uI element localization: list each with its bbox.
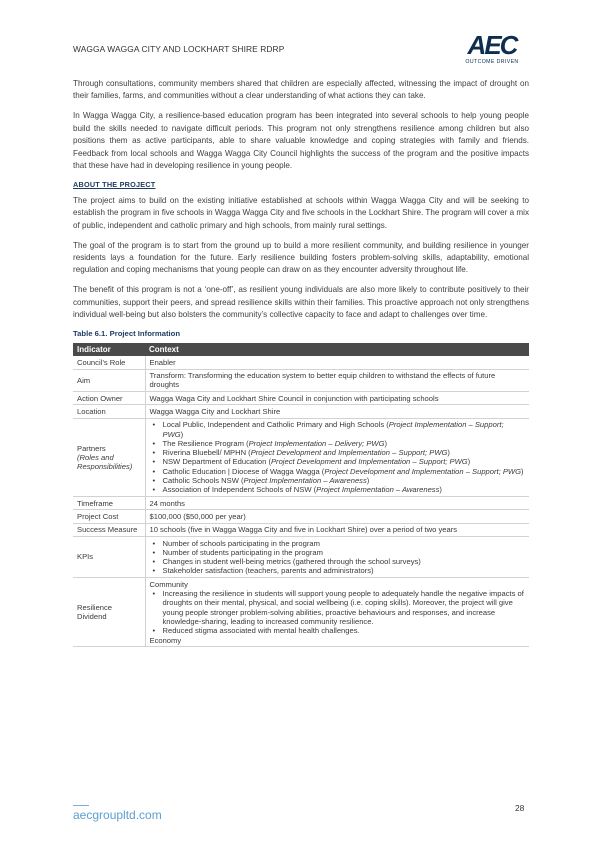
table-caption: Table 6.1. Project Information [73,329,181,338]
footer-website-link[interactable]: aecgroupltd.com [73,808,162,822]
table-row [73,405,529,418]
partners-list [150,420,526,494]
list-item: • Reduced stigma associated with mental health challenges. [150,626,526,635]
indicator-cell: Location [73,405,145,418]
logo-tagline: OUTCOME DRIVEN [465,59,519,65]
column-header-context: Context [145,343,529,356]
context-cell [145,578,529,647]
context-cell [145,537,529,578]
project-paragraph: The benefit of this program is not a ‘one-off’, as resilient young individuals are also more likely to contribute positively to their communities, support their peers, and spread resilience skills within their families. This proactive approach not only strengthens individual well-being but also bolsters the community’s collective capacity to face and adapt to challenges over time. [73,285,529,320]
partners-label-sub: (Roles and Responsibilities) [77,452,133,472]
list-item: • Changes in student well-being metrics (gathered through the school surveys) [150,557,526,566]
intro-paragraph: In Wagga Wagga City, a resilience-based education program has been integrated into several schools to help young people build the skills needed to navigate difficult periods. This program not only strengthens resilience among children but also positions them as active participants, able to share valuable knowledge and coping strategies with family and friends. Feedback from local schools and Wagga Wagga City Council highlights the success of the program and the positive impacts that these have had in developing resilience in young people. [73,111,529,170]
indicator-cell: Council’s Role [73,356,145,369]
list-item: • NSW Department of Education (Project Development and Implementation – Support; PWG) [150,457,526,466]
context-cell: $100,000 ($50,000 per year) [145,510,529,523]
list-item: • Increasing the resilience in students will support young people to adequately handle the negative impacts of droughts on their mental, physical, and social wellbeing (i.e. coping skills). Moreover, the project will give young people stronger problem-solving abilities, proactive behaviours and responses, and increase knowledge-sharing, leading to increased community resilience. [150,589,526,626]
kpi-list [150,539,526,576]
indicator-cell: Resilience Dividend [73,578,145,647]
column-header-indicator: Indicator [73,343,145,356]
list-item: • Riverina Bluebell/ MPHN (Project Development and Implementation – Support; PWG) [150,448,526,457]
indicator-cell: Success Measure [73,523,145,536]
partners-label: Partners [77,443,106,453]
table-row [73,578,529,647]
indicator-cell: KPIs [73,537,145,578]
list-item: • The Resilience Program (Project Implementation – Delivery; PWG) [150,439,526,448]
list-item: • Catholic Education | Diocese of Wagga Wagga (Project Development and Implementation – Support; PWG) [150,467,526,476]
indicator-cell: Action Owner [73,392,145,405]
table-row [73,523,529,536]
document-title: WAGGA WAGGA CITY AND LOCKHART SHIRE RDRP [73,44,285,54]
aec-logo [455,32,529,68]
project-paragraph: The project aims to build on the existing initiative established at schools within Wagga Wagga City and will be seeking to establish the program in five schools in Wagga Wagga City and five schools in the Lockhart Shire. The program will cover a mix of public, independent and catholic primary and high schools, from mainly rural settings. [73,195,529,230]
list-item: • Number of schools participating in the program [150,539,526,548]
table-row [73,497,529,510]
list-item: • Stakeholder satisfaction (teachers, parents and administrators) [150,566,526,575]
footer-divider [73,805,89,806]
context-cell: Wagga Waga City and Lockhart Shire Council in conjunction with participating schools [145,392,529,405]
indicator-cell: Aim [73,369,145,392]
context-cell: 24 months [145,497,529,510]
page-content [73,78,529,647]
context-cell: Enabler [145,356,529,369]
table-row [73,537,529,578]
context-cell: Wagga Wagga City and Lockhart Shire [145,405,529,418]
logo-wordmark: AEC [467,30,517,60]
table-row [73,510,529,523]
page-number: 28 [515,803,525,813]
list-item: • Local Public, Independent and Catholic Primary and High Schools (Project Implementation – Support; PWG) [150,420,526,439]
table-row [73,392,529,405]
context-cell [145,418,529,496]
list-item: • Number of students participating in the program [150,548,526,557]
section-heading: ABOUT THE PROJECT [73,179,156,189]
page-header [73,30,529,68]
dividend-list [150,589,526,635]
indicator-cell [73,418,145,496]
table-header-row [73,343,529,356]
context-cell: 10 schools (five in Wagga Wagga City and five in Lockhart Shire) over a period of two years [145,523,529,536]
indicator-cell: Project Cost [73,510,145,523]
project-paragraph: The goal of the program is to start from the ground up to build a more resilient community, and building resilience in younger residents lays a foundation for the future. Early resilience building fosters problem-solving skills, adaptability, emotional regulation and coping mechanisms that young people can draw on as they encounter adversity throughout life. [73,240,529,275]
intro-paragraph: Through consultations, community members shared that children are especially affected, witnessing the impact of drought on their families, farms, and communities without a clear understanding of what actions they can take. [73,79,529,101]
table-row [73,356,529,369]
community-heading: Community [149,579,188,589]
list-item: • Catholic Schools NSW (Project Implementation – Awareness) [150,476,526,485]
economy-heading: Economy [149,635,182,645]
list-item: • Association of Independent Schools of NSW (Project Implementation – Awareness) [150,485,526,494]
project-information-table [73,343,529,647]
table-row [73,418,529,496]
context-cell: Transform: Transforming the education system to better equip children to withstand the effects of future droughts [145,369,529,392]
table-row [73,369,529,392]
indicator-cell: Timeframe [73,497,145,510]
